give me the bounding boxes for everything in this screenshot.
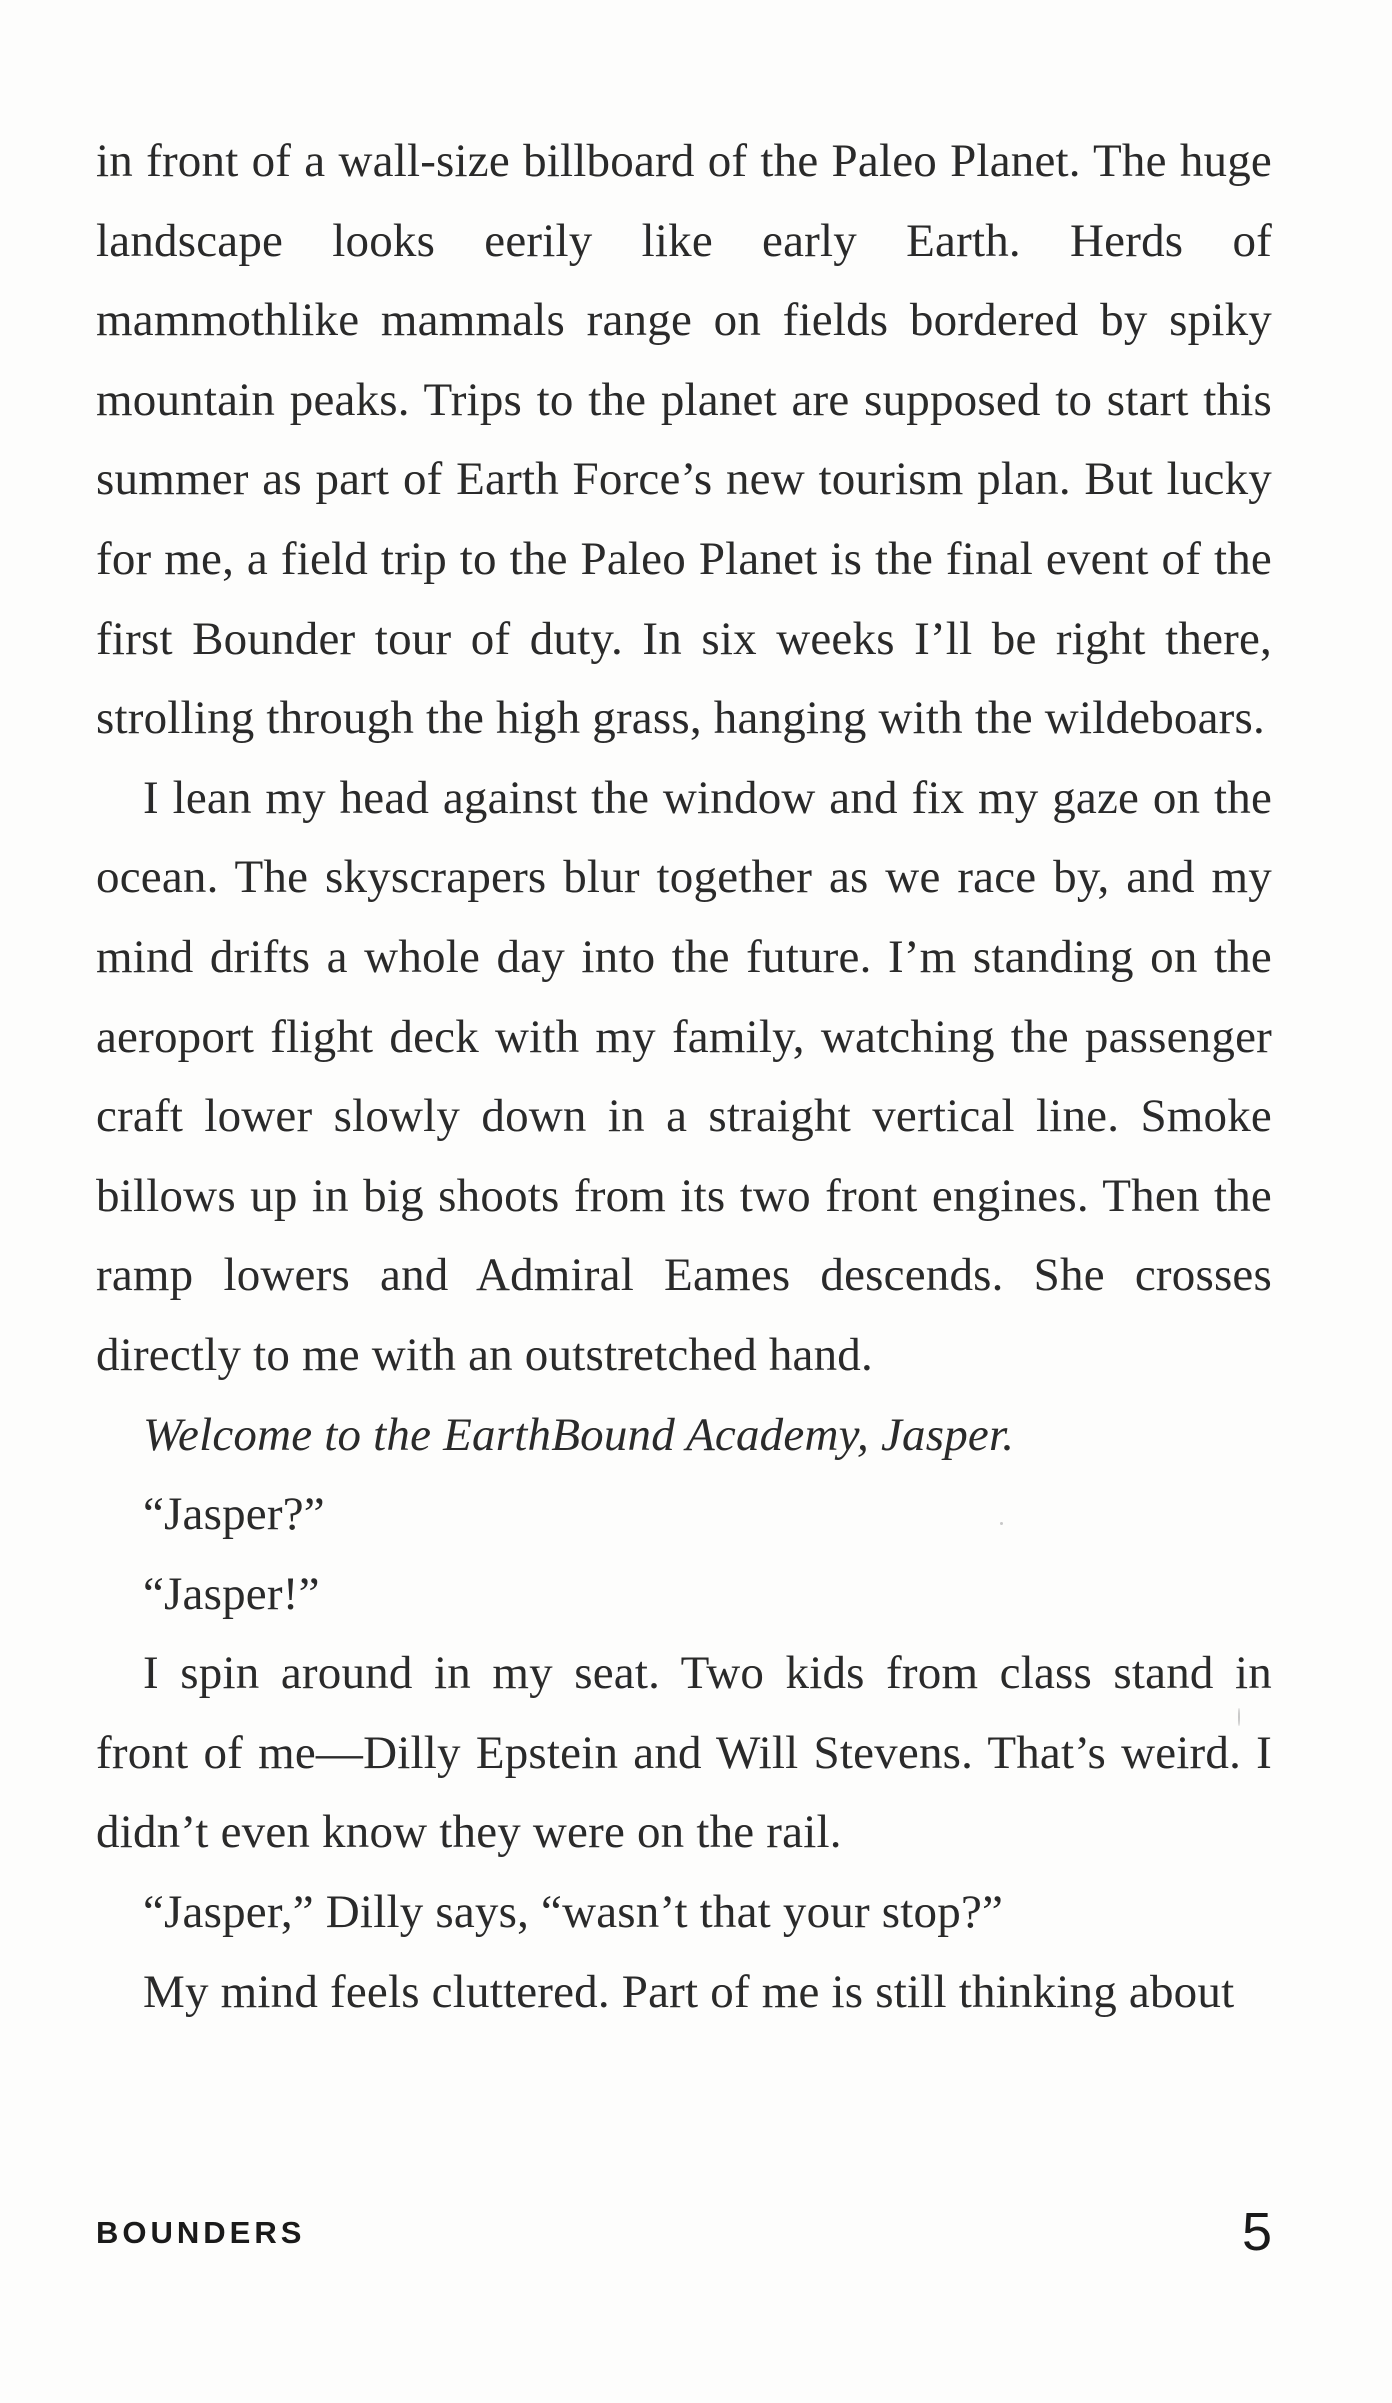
paragraph-1: in front of a wall-size billboard of the Paleo Planet. The huge landscape looks eerily like early Earth. Herds of mammothlike mammals range on fields bordered by spiky mountain peaks. Trips to the planet are supposed to start this summer as part of Earth Force’s new tourism plan. But lucky for me, a field trip to the Paleo Planet is the final event of the first Bounder tour of duty. In six weeks I’ll be right there, strolling through the high grass, hanging with the wildeboars. xyxy=(96,135,1272,745)
paper-speck xyxy=(1000,1522,1003,1525)
page-number: 5 xyxy=(1241,2202,1272,2262)
paper-speck xyxy=(1238,1708,1240,1726)
page-footer xyxy=(96,2201,1272,2271)
paragraph-3-italic-thought: Welcome to the EarthBound Academy, Jasper. xyxy=(143,1408,1015,1461)
paragraph-2: I lean my head against the window and fix my gaze on the ocean. The skyscrapers blur together as we race by, and my mind drifts a whole day into the future. I’m standing on the aeroport flight deck with my family, watching the passenger craft lower slowly down in a straight vertical line. Smoke billows up in big shoots from its two front engines. Then the ramp lowers and Admiral Eames descends. She crosses directly to me with an outstretched hand. xyxy=(96,771,1272,1381)
paragraph-5-dialogue: “Jasper!” xyxy=(143,1567,320,1620)
paragraph-8: My mind feels cluttered. Part of me is still thinking about xyxy=(143,1965,1235,2018)
running-title: BOUNDERS xyxy=(96,2215,306,2250)
paragraph-6: I spin around in my seat. Two kids from class stand in front of me—Dilly Epstein and Will Stevens. That’s weird. I didn’t even know they were on the rail. xyxy=(96,1647,1272,1859)
paragraph-4-dialogue: “Jasper?” xyxy=(143,1488,325,1541)
body-text xyxy=(96,122,1272,2032)
paragraph-7-dialogue: “Jasper,” Dilly says, “wasn’t that your stop?” xyxy=(143,1886,1004,1939)
